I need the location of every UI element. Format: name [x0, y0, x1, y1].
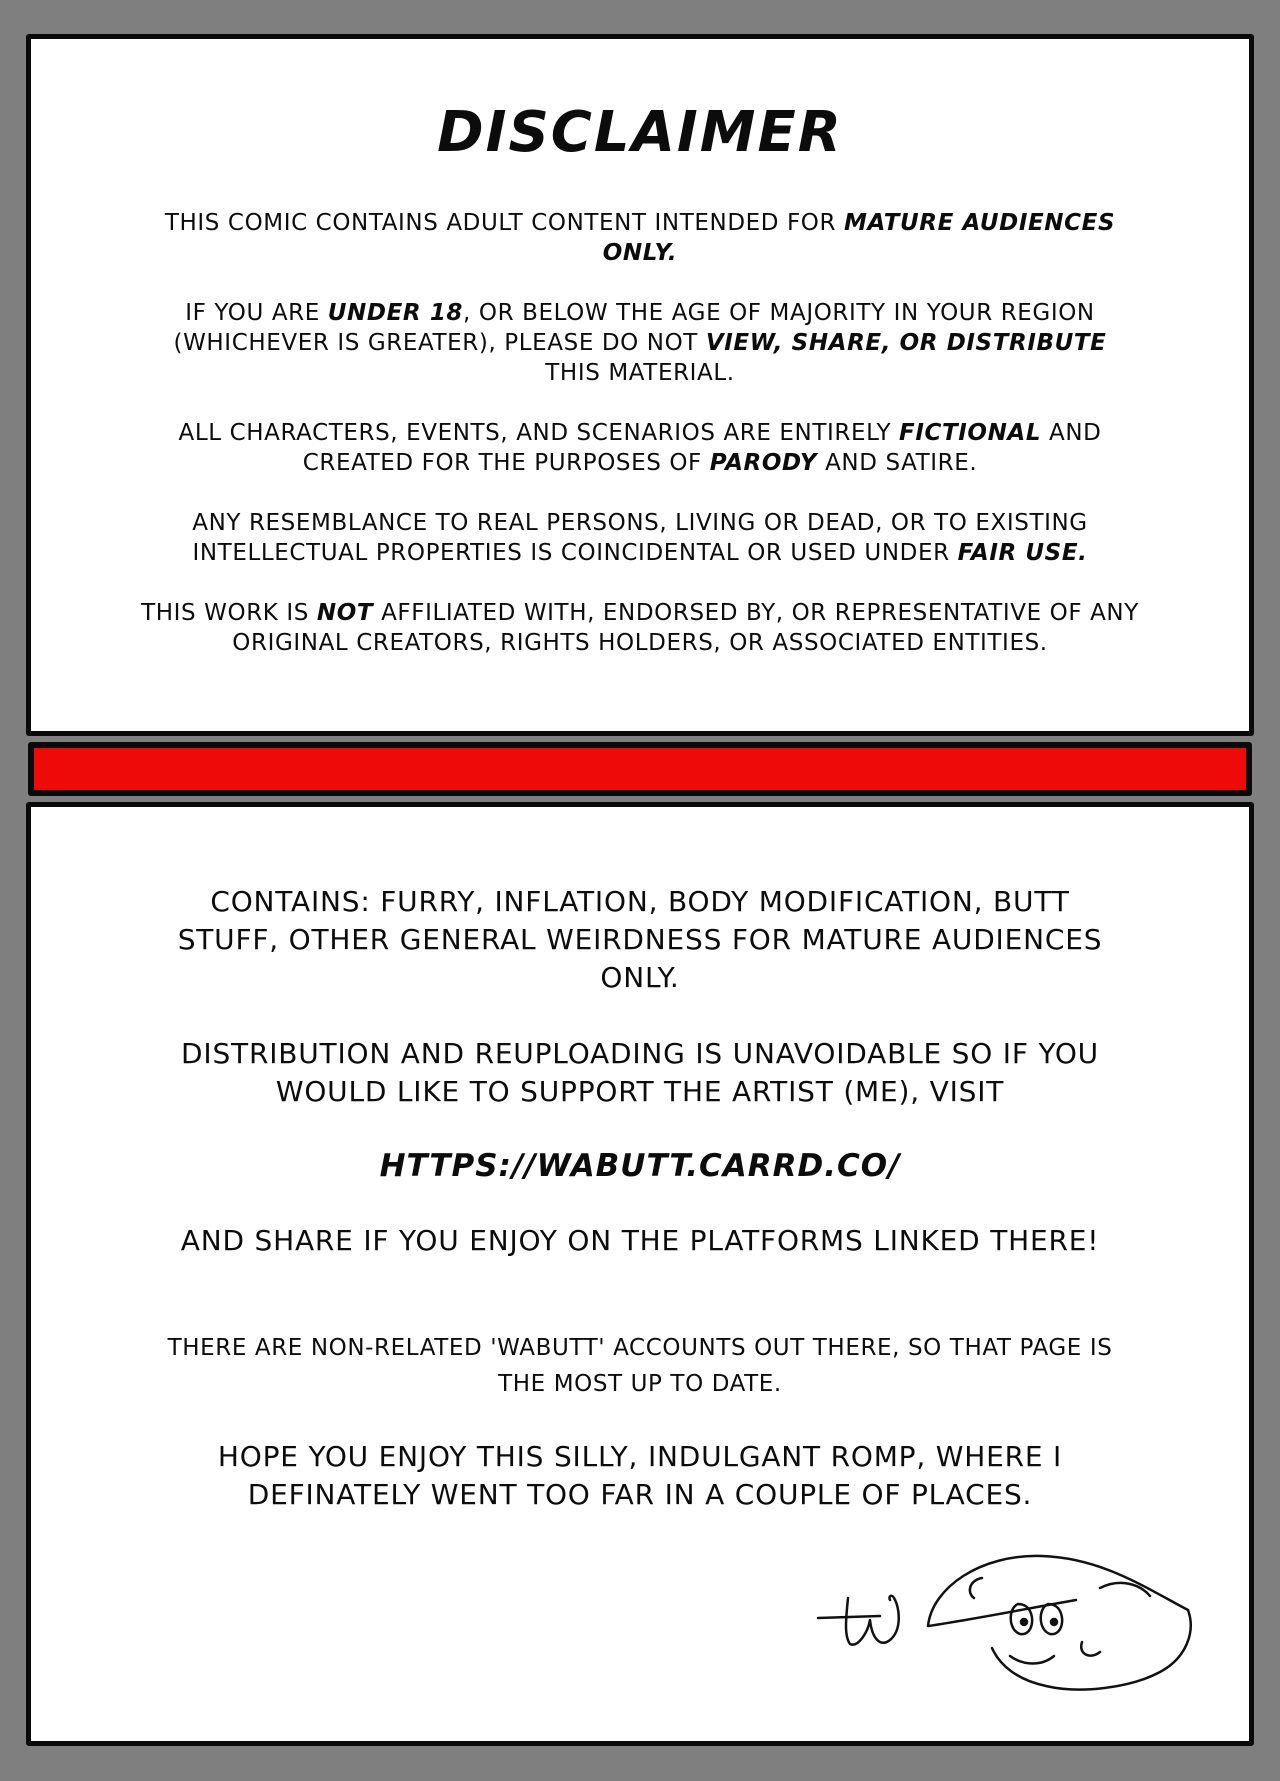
emphasis: MATURE AUDIENCES ONLY.: [602, 210, 1116, 266]
emphasis: FICTIONAL: [899, 420, 1042, 446]
accounts-note: THERE ARE NON-RELATED 'WABUTT' ACCOUNTS OUT THERE, SO THAT PAGE IS THE MOST UP TO DATE.: [167, 1335, 1113, 1397]
contains-warning: CONTAINS: FURRY, INFLATION, BODY MODIFICATION, BUTT STUFF, OTHER GENERAL WEIRDNESS FOR MATURE AUDIENCES ONLY.: [177, 885, 1103, 994]
emphasis: NOT: [316, 600, 374, 626]
text: ANY RESEMBLANCE TO REAL PERSONS, LIVING OR DEAD, OR TO EXISTING INTELLECTUAL PROPERTIES IS COINCIDENTAL OR USED UNDER: [192, 510, 1088, 566]
text: THIS COMIC CONTAINS ADULT CONTENT INTENDED FOR: [164, 210, 845, 236]
emphasis: FAIR USE.: [957, 540, 1088, 566]
disclaimer-title: DISCLAIMER: [437, 100, 843, 165]
closing-note: HOPE YOU ENJOY THIS SILLY, INDULGANT ROMP, WHERE I DEFINATELY WENT TOO FAR IN A COUPLE OF PLACES.: [217, 1440, 1063, 1511]
disclaimer-paragraph-fiction: [150, 418, 1130, 478]
share-note: AND SHARE IF YOU ENJOY ON THE PLATFORMS LINKED THERE!: [180, 1224, 1100, 1257]
text: AND CREATED FOR THE PURPOSES OF: [302, 420, 1102, 476]
text: ALL CHARACTERS, EVENTS, AND SCENARIOS ARE ENTIRELY: [178, 420, 900, 446]
emphasis: VIEW, SHARE, OR DISTRIBUTE: [705, 330, 1107, 356]
disclaimer-paragraph-age: [150, 298, 1130, 388]
emphasis: PARODY: [709, 450, 818, 476]
disclaimer-paragraph-resemblance: [140, 508, 1140, 568]
text: IF YOU ARE: [185, 300, 328, 326]
disclaimer-paragraph-affiliation: [140, 598, 1140, 658]
distribution-note: DISTRIBUTION AND REUPLOADING IS UNAVOIDABLE SO IF YOU WOULD LIKE TO SUPPORT THE ARTIST (ME), VISIT: [181, 1037, 1099, 1108]
signature-icon: [810, 1548, 1200, 1698]
text: THIS WORK IS: [141, 600, 317, 626]
text: , OR BELOW THE AGE OF MAJORITY IN YOUR REGION (WHICHEVER IS GREATER), PLEASE DO NOT: [173, 300, 1095, 356]
text: AND SATIRE.: [817, 450, 978, 476]
disclaimer-paragraph-mature: [150, 208, 1130, 268]
red-divider-band: [28, 742, 1252, 796]
artist-link[interactable]: HTTPS://WABUTT.CARRD.CO/: [379, 1148, 901, 1184]
text: THIS MATERIAL.: [545, 360, 735, 386]
text: AFFILIATED WITH, ENDORSED BY, OR REPRESENTATIVE OF ANY ORIGINAL CREATORS, RIGHTS HOLDERS, OR ASSOCIATED ENTITIES.: [232, 600, 1139, 656]
emphasis: UNDER 18: [327, 300, 464, 326]
